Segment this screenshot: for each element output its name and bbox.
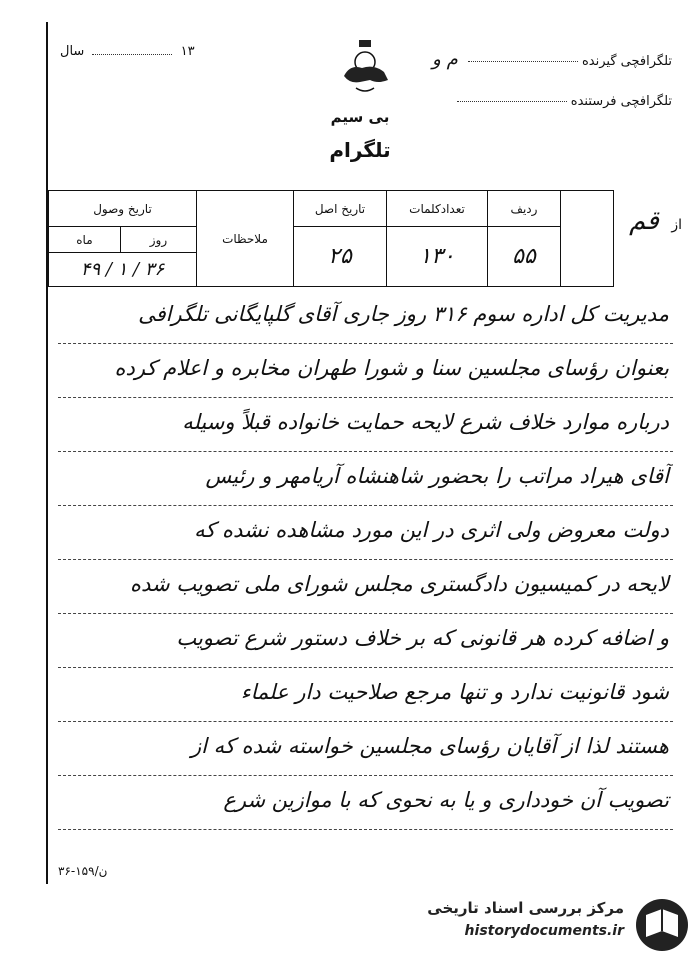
sender-label: تلگرافچی فرستنده [570, 94, 672, 109]
body-line: تصویب آن خودداری و یا به نحوی که با موازین شرع [58, 776, 673, 830]
body-line: و اضافه کرده هر قانونی که بر خلاف دستور شرع تصویب [58, 614, 673, 668]
telegram-title: تلگرام [329, 138, 391, 162]
sender-row [432, 82, 672, 122]
from-label: از [671, 217, 682, 233]
wireless-title: بی سیم [330, 108, 390, 126]
from-cell [561, 191, 614, 287]
sender-dotted-line [457, 101, 567, 102]
archive-logo-icon [632, 897, 692, 953]
body-line: هستند لذا از آقایان رؤسای مجلسین خواسته شده که از [58, 722, 673, 776]
receiver-value: م و [432, 49, 458, 70]
receiver-label: تلگرافچی گیرنده [582, 54, 672, 69]
word-count-label: تعدادکلمات [387, 191, 488, 227]
word-count-value: ۱۳۰ [387, 227, 488, 287]
year-dotted-line [92, 54, 172, 55]
receipt-date-value: ۳۶ / ۱ / ۴۹ [49, 253, 197, 287]
year-label: سال [60, 44, 85, 59]
form-code: ن/۱۵۹-۳۶ [58, 864, 108, 878]
notes-label: ملاحظات [197, 191, 294, 287]
row-label: ردیف [488, 191, 561, 227]
receiver-row [432, 40, 672, 82]
body-line: مدیریت کل اداره سوم ۳۱۶ روز جاری آقای گلپایگانی تلگرافی [58, 290, 673, 344]
telegram-body [58, 290, 673, 830]
watermark [418, 895, 698, 955]
archive-website: historydocuments.ir [464, 923, 624, 939]
archive-name: مرکز بررسی اسناد تاریخی [427, 899, 624, 917]
from-value: قم [629, 206, 659, 236]
month-label: ماه [49, 227, 121, 253]
telegram-info-table [48, 190, 614, 287]
body-line: آقای هیراد مراتب را بحضور شاهنشاه آریامهر و رئیس [58, 452, 673, 506]
row-value: ۵۵ [488, 227, 561, 287]
year-value: ۱۳ [180, 44, 195, 59]
year-field [60, 44, 195, 59]
from-field [629, 206, 682, 236]
body-line: بعنوان رؤسای مجلسین سنا و شورا طهران مخابره و اعلام کرده [58, 344, 673, 398]
receiver-dotted-line [468, 61, 578, 62]
origin-date-value: ۲۵ [294, 227, 387, 287]
body-line: درباره موارد خلاف شرع لایحه حمایت خانواده قبلاً وسیله [58, 398, 673, 452]
body-line: شود قانونیت ندارد و تنها مرجع صلاحیت دار علماء [58, 668, 673, 722]
telegraphist-fields [432, 40, 672, 122]
body-line: لایحه در کمیسیون دادگستری مجلس شورای ملی تصویب شده [58, 560, 673, 614]
lion-and-sun-emblem-icon [330, 36, 400, 98]
origin-date-label: تاریخ اصل [294, 191, 387, 227]
day-label: روز [120, 227, 196, 253]
receipt-date-label: تاریخ وصول [49, 191, 197, 227]
body-line: دولت معروض ولی اثری در این مورد مشاهده نشده که [58, 506, 673, 560]
